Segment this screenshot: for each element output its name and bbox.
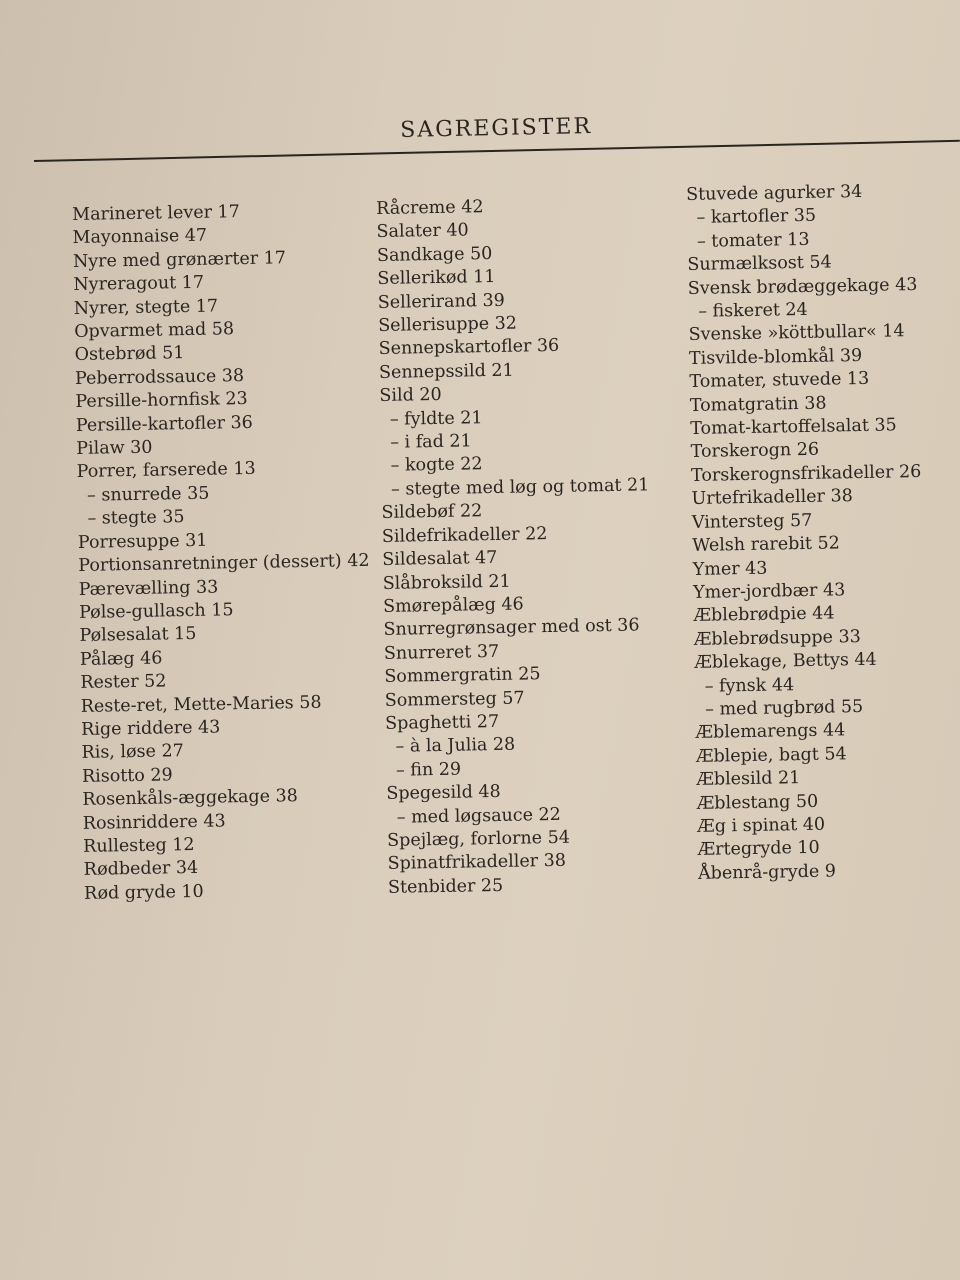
index-entry: Snurreret 37: [383, 641, 500, 664]
index-entry: Stenbider 25: [387, 875, 504, 898]
index-entry: Æg i spinat 40: [697, 814, 826, 837]
index-entry: Tomater, stuvede 13: [689, 369, 870, 393]
index-entry: Rester 52: [80, 671, 167, 694]
index-entry: Sildesalat 47: [382, 548, 498, 571]
index-entry: Svenske »köttbullar« 14: [688, 321, 905, 346]
index-entry: Vintersteg 57: [691, 510, 813, 533]
index-entry: Æblepie, bagt 54: [695, 744, 847, 767]
index-entry: Tomat-kartoffelsalat 35: [690, 415, 897, 440]
index-entry: Porrer, farserede 13: [76, 459, 256, 483]
index-entry: Stuvede agurker 34: [686, 181, 863, 205]
index-entry: Sennepskartofler 36: [378, 336, 560, 360]
index-entry: Pilaw 30: [76, 437, 153, 460]
index-column-2: [376, 193, 656, 900]
index-entry: Tisvilde-blomkål 39: [688, 345, 863, 369]
index-entry: Råcreme 42: [376, 197, 484, 219]
index-entry: Sommersteg 57: [384, 688, 525, 711]
index-entry: Pølsesalat 15: [79, 624, 197, 647]
index-entry: Pølse-gullasch 15: [78, 600, 234, 623]
index-entry: Rødbeder 34: [83, 858, 199, 881]
index-entry: Opvarmet mad 58: [74, 319, 235, 343]
index-entry: Nyreragout 17: [73, 272, 205, 296]
index-entry: Sandkage 50: [376, 243, 493, 266]
page-title: SAGREGISTER: [400, 113, 593, 143]
index-entry: – kartofler 35: [696, 206, 817, 229]
index-entry: Slåbroksild 21: [382, 571, 511, 594]
index-entry: Spaghetti 27: [385, 711, 500, 734]
index-entry: Pærevælling 33: [78, 577, 219, 600]
index-entry: Sellerirand 39: [377, 290, 505, 313]
index-entry: Æblebrødpie 44: [693, 603, 835, 627]
index-entry: Rosenkåls-æggekage 38: [82, 786, 299, 811]
index-entry: Sellerikød 11: [377, 267, 496, 290]
index-entry: Æblekage, Bettys 44: [694, 649, 877, 674]
index-entry: – med løgsauce 22: [396, 804, 562, 828]
index-entry: Nyrer, stegte 17: [73, 296, 219, 319]
index-entry: Spegesild 48: [386, 782, 501, 805]
index-entry: Peberrodssauce 38: [74, 365, 245, 389]
index-entry: Ostebrød 51: [74, 343, 185, 366]
index-entry: Æblemarengs 44: [695, 720, 846, 744]
index-entry: – à la Julia 28: [395, 734, 516, 758]
index-entry: Porresuppe 31: [77, 530, 208, 553]
index-entry: Surmælksost 54: [687, 252, 832, 276]
index-entry: Rullesteg 12: [83, 834, 195, 857]
index-entry: – kogte 22: [390, 454, 483, 477]
index-entry: Ymer 43: [692, 558, 768, 580]
index-entry: Svensk brødæggekage 43: [687, 274, 918, 299]
index-entry: Portionsanretninger (dessert) 42: [78, 550, 370, 577]
index-column-1: [72, 199, 375, 906]
index-entry: – snurrede 35: [86, 483, 210, 506]
index-entry: Ærtegryde 10: [697, 838, 820, 861]
index-entry: Sennepssild 21: [378, 360, 514, 383]
index-entry: – stegte 35: [87, 507, 185, 530]
index-entry: Nyre med grønærter 17: [72, 248, 287, 272]
index-entry: Salater 40: [376, 220, 469, 243]
index-entry: Rød gryde 10: [83, 881, 204, 904]
index-entry: – stegte med løg og tomat 21: [390, 475, 650, 500]
index-entry: Pålæg 46: [79, 648, 163, 670]
index-entry: Welsh rarebit 52: [692, 533, 840, 557]
index-entry: Ris, løse 27: [81, 741, 184, 764]
index-entry: Persille-kartofler 36: [75, 412, 253, 436]
index-entry: – fyldte 21: [389, 407, 483, 430]
index-entry: Rige riddere 43: [81, 717, 221, 740]
index-entry: Mayonnaise 47: [72, 226, 208, 249]
index-entry: – med rugbrød 55: [705, 696, 864, 720]
index-entry: Ymer-jordbær 43: [692, 580, 846, 603]
index-entry: Spejlæg, forlorne 54: [387, 827, 571, 851]
index-entry: – i fad 21: [390, 431, 472, 453]
index-entry: Tomatgratin 38: [689, 393, 827, 416]
index-entry: – fynsk 44: [704, 674, 795, 697]
index-entry: Sildefrikadeller 22: [381, 523, 548, 547]
index-entry: – fiskeret 24: [698, 299, 808, 322]
index-entry: – tomater 13: [696, 229, 810, 252]
index-entry: Urtefrikadeller 38: [691, 486, 853, 510]
index-entry: Sellerisuppe 32: [378, 313, 518, 337]
index-entry: Æblebrødsuppe 33: [693, 626, 861, 650]
index-entry: Marineret lever 17: [72, 202, 240, 225]
index-entry: Smørepålæg 46: [382, 594, 524, 617]
index-entry: Torskerogn 26: [690, 440, 820, 463]
index-entry: Sild 20: [379, 385, 442, 407]
index-entry: Persille-hornfisk 23: [75, 389, 248, 413]
index-entry: Æblesild 21: [696, 768, 801, 791]
index-entry: Sildebøf 22: [381, 501, 483, 524]
index-entry: – fin 29: [395, 759, 462, 781]
index-entry: Snurregrønsager med ost 36: [383, 615, 640, 641]
title-rule: [34, 140, 960, 162]
index-entry: Spinatfrikadeller 38: [387, 851, 567, 875]
index-entry: Torskerognsfrikadeller 26: [690, 461, 922, 486]
index-entry: Rosinriddere 43: [82, 810, 226, 834]
index-entry: Sommergratin 25: [384, 664, 541, 688]
index-entry: Reste-ret, Mette-Maries 58: [80, 692, 322, 717]
index-column-3: [686, 180, 929, 886]
index-entry: Æblestang 50: [696, 791, 819, 814]
index-entry: Åbenrå-gryde 9: [697, 861, 837, 884]
index-entry: Risotto 29: [81, 765, 173, 787]
